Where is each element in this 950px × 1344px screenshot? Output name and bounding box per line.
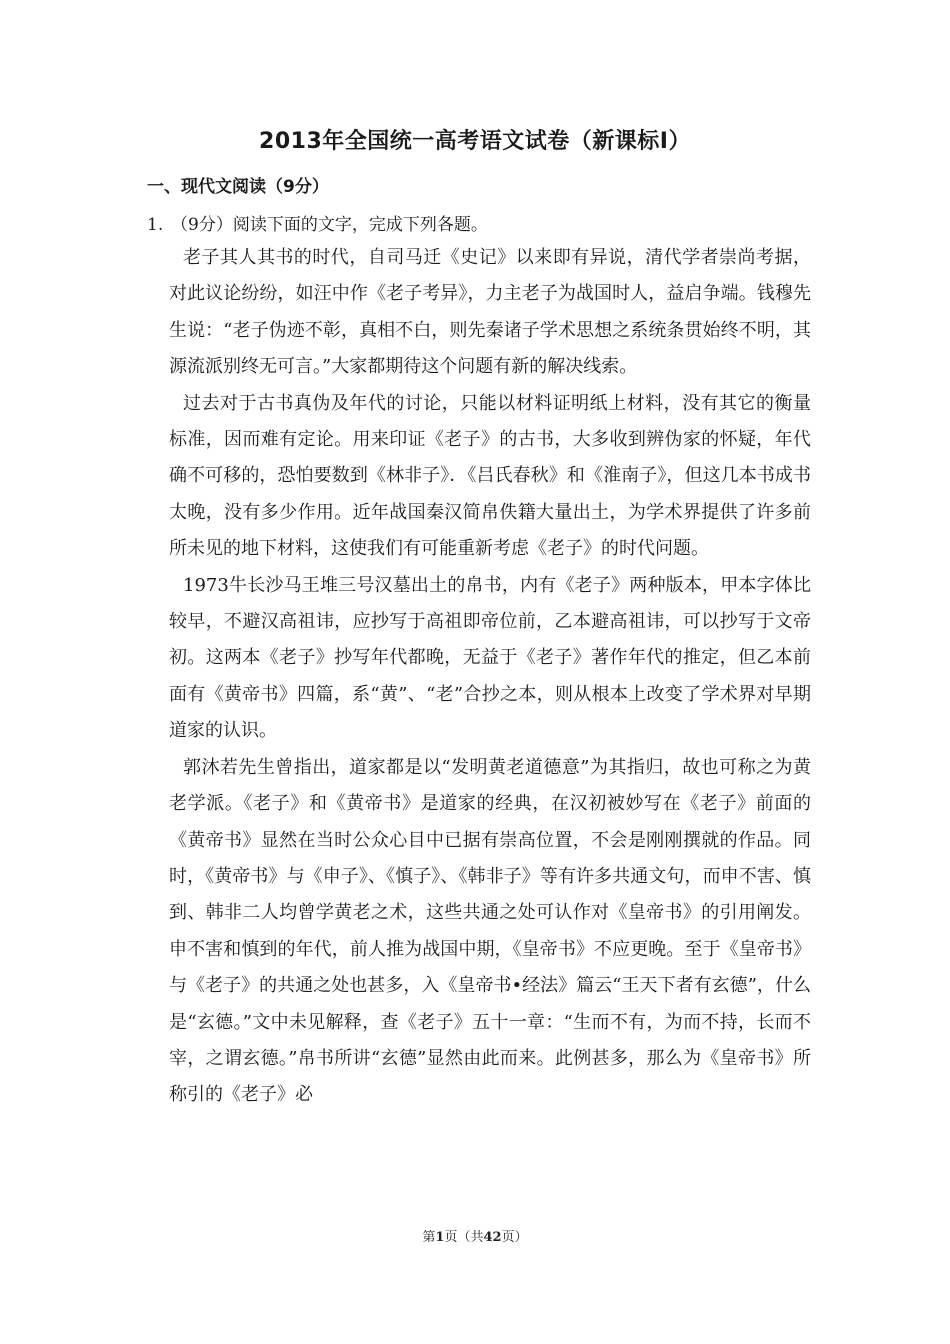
page-title: 2013年全国统一高考语文试卷（新课标Ⅰ）: [259, 129, 691, 154]
question-number: 1.: [147, 215, 164, 235]
footer-prefix: 第: [422, 1230, 436, 1245]
page-number: 1: [435, 1230, 445, 1245]
passage-paragraph-4: 郭沐若先生曾指出，道家都是以“发明黄老道德意”为其指归，故也可称之为黄老学派。《老子》和《黄帝书》是道家的经典，在汉初被妙写在《老子》前面的《黄帝书》显然在当时公众心目中已据有崇高位置，不会是刚刚撰就的作品。同时，《黄帝书》与《申子》、《慎子》、《韩非子》等有许多共通文句，而申不害、慎到、韩非二人均曾学黄老之术，这些共通之处可认作对《皇帝书》的引用阐发。申不害和慎到的年代，前人推为战国中期，《皇帝书》不应更晚。至于《皇帝书》与《老子》的共通之处也甚多，入《皇帝书•经法》篇云“王天下者有玄德”，什么是“玄德。”文中未见解释，查《老子》五十一章：“生而不有，为而不持，长而不宰，之谓玄德。”帛书所讲“玄德”显然由此而来。此例甚多，那么为《皇帝书》所称引的《老子》必: [169, 756, 811, 1106]
question-text: （9分）阅读下面的文字，完成下列各题。: [171, 215, 488, 235]
passage-paragraph-1: 老子其人其书的时代，自司马迁《史记》以来即有异说，清代学者崇尚考据，对此议论纷纷，如汪中作《老子考异》，力主老子为战国时人，益启争端。钱穆先生说：“老子伪迹不彰，真相不白，则先秦诸子学术思想之系统条贯始终不明，其源流派别终无可言。”大家都期待这个问题有新的解决线索。: [169, 247, 811, 378]
passage-paragraph-2: 过去对于古书真伪及年代的讨论，只能以材料证明纸上材料，没有其它的衡量标准，因而难有定论。用来印证《老子》的古书，大多收到辨伪家的怀疑，年代确不可移的，恐怕要数到《林非子》．《吕氏春秋》和《淮南子》，但这几本书成书太晚，没有多少作用。近年战国秦汉简帛佚籍大量出土，为学术界提供了许多前所未见的地下材料，这使我们有可能重新考虑《老子》的时代问题。: [169, 392, 811, 560]
total-pages: 42: [483, 1230, 502, 1245]
page-footer: [0, 1226, 950, 1245]
section-heading: 一、现代文阅读（9分）: [147, 177, 329, 197]
footer-middle: 页（共: [444, 1230, 484, 1245]
footer-suffix: 页）: [501, 1230, 528, 1245]
question-prompt: [147, 210, 488, 235]
reading-passage: [169, 240, 811, 1114]
passage-paragraph-3: 1973牛长沙马王堆三号汉墓出土的帛书，内有《老子》两种版本，甲本字体比较早，不避汉高祖讳，应抄写于高祖即帝位前，乙本避高祖讳，可以抄写于文帝初。这两本《老子》抄写年代都晚，无益于《老子》著作年代的推定，但乙本前面有《黄帝书》四篇，系“黄”、“老”合抄之本，则从根本上改变了学术界对早期道家的认识。: [169, 574, 811, 742]
